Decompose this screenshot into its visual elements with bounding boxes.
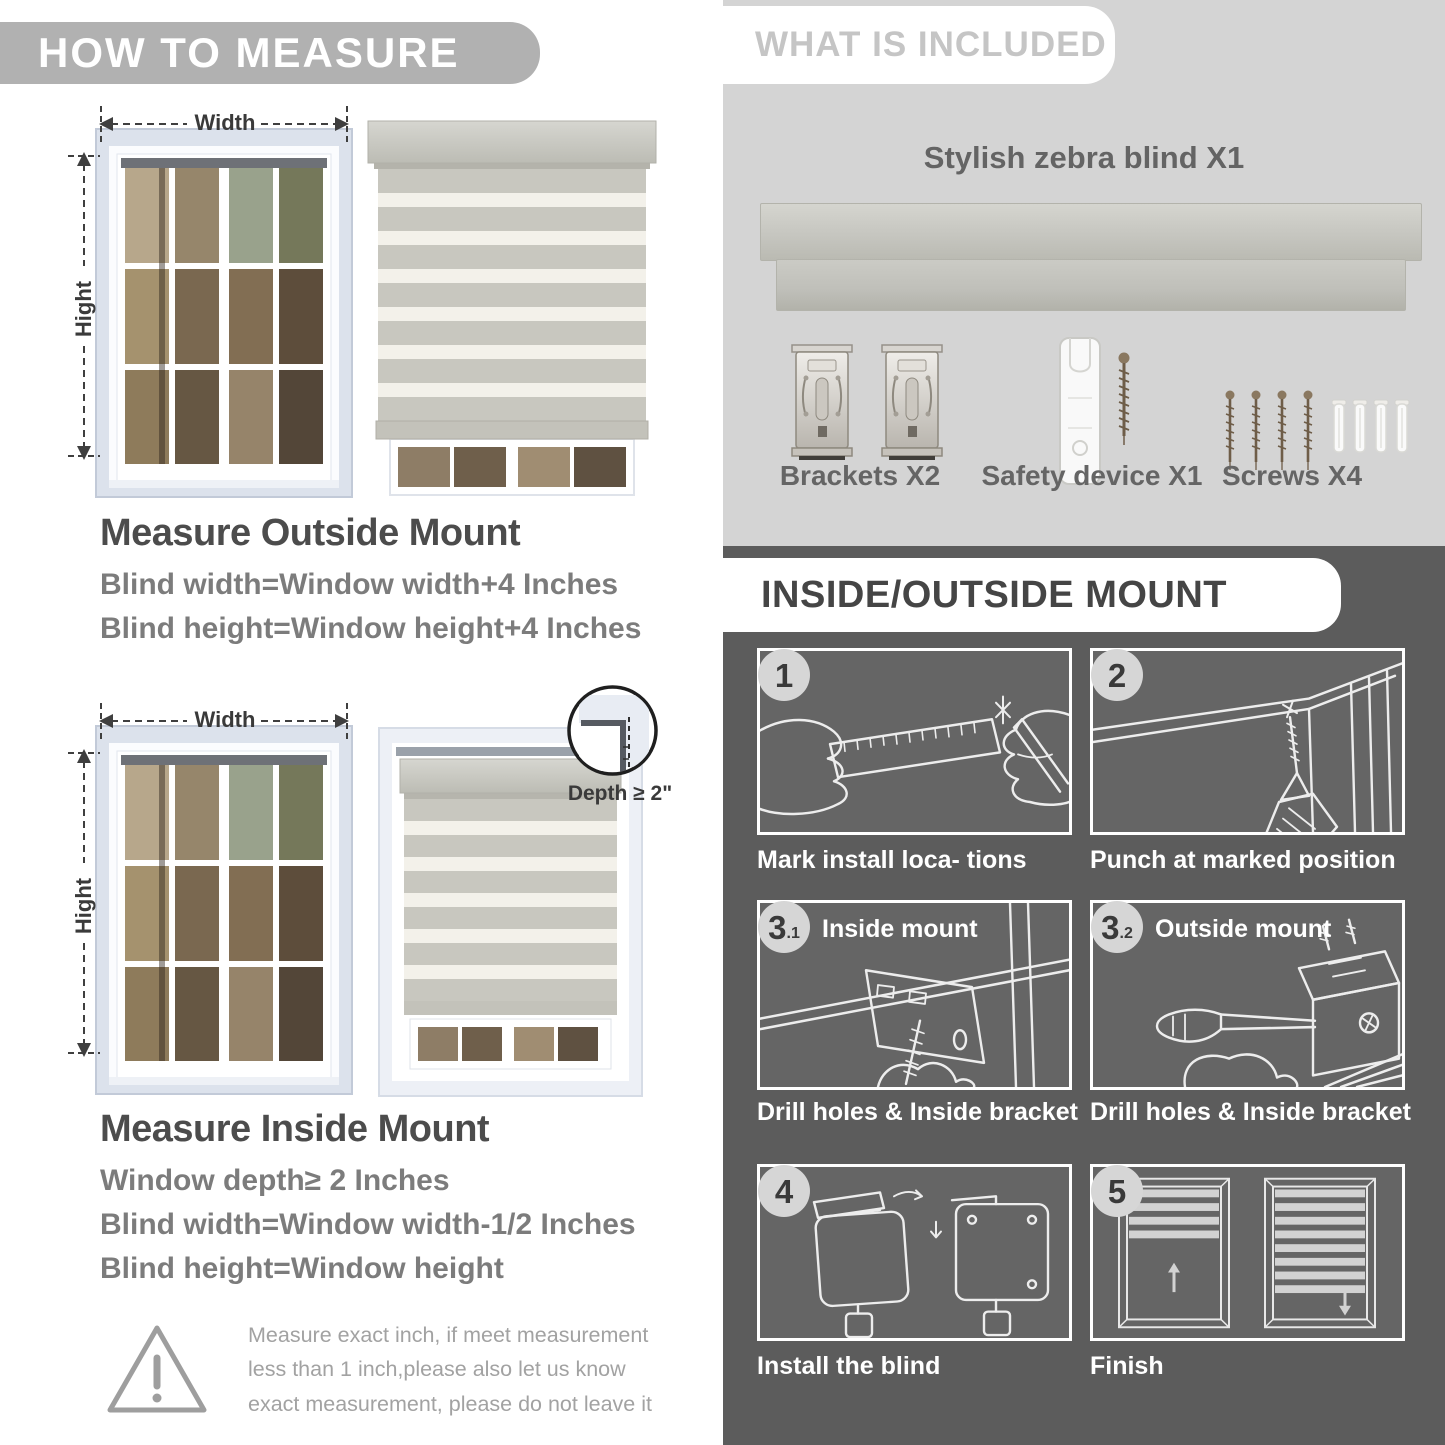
step-title: Outside mount <box>1155 915 1332 943</box>
mount-section <box>723 546 1445 1445</box>
step-panel-3-1 <box>757 900 1072 1090</box>
hight-label-outside: Hight <box>71 280 96 338</box>
window-photo-outside <box>95 128 353 498</box>
step-number: 5 <box>1107 1172 1127 1210</box>
step-panel-1 <box>757 648 1072 835</box>
warning-triangle-icon <box>105 1320 210 1420</box>
step-panel-3-2 <box>1090 900 1405 1090</box>
inside-formula-depth: Window depth≥ 2 Inches <box>100 1164 450 1197</box>
bracket-icon <box>879 342 945 460</box>
depth-detail-circle <box>565 683 660 778</box>
step-number-badge <box>1091 1165 1143 1217</box>
step-caption-3-2: Drill holes & Inside bracket <box>1090 1098 1411 1126</box>
step-number-badge <box>758 649 810 701</box>
outside-mount-heading: Measure Outside Mount <box>100 512 521 554</box>
step-panel-5 <box>1090 1164 1405 1341</box>
safety-device-label: Safety device X1 <box>981 460 1203 491</box>
step-title: Inside mount <box>822 915 978 943</box>
step-panel-2 <box>1090 648 1405 835</box>
brackets-label: Brackets X2 <box>779 460 941 491</box>
step-caption-5: Finish <box>1090 1352 1164 1380</box>
inside-formula-width: Blind width=Window width-1/2 Inches <box>100 1208 636 1241</box>
step-number: 4 <box>774 1172 794 1210</box>
step-number-sub: .2 <box>1119 925 1133 942</box>
step-caption-1: Mark install loca- tions <box>757 846 1027 874</box>
step-number: 3 <box>1101 908 1120 946</box>
step-caption-3-1: Drill holes & Inside bracket <box>757 1098 1078 1126</box>
mount-header: INSIDE/OUTSIDE MOUNT <box>723 558 1341 632</box>
outside-formula-height: Blind height=Window height+4 Inches <box>100 612 642 645</box>
screws-label: Screws X4 <box>1221 460 1363 491</box>
depth-label: Depth ≥ 2" <box>567 782 673 805</box>
screw-icon <box>1116 352 1132 447</box>
wall-anchors-icon <box>1332 398 1412 464</box>
width-label-inside: Width <box>194 707 256 732</box>
hight-label-inside: Hight <box>71 877 96 935</box>
inside-formula-height: Blind height=Window height <box>100 1252 504 1285</box>
blind-roll-graphic <box>776 259 1406 311</box>
step-number: 3 <box>768 908 787 946</box>
outside-formula-width: Blind width=Window width+4 Inches <box>100 568 619 601</box>
how-to-measure-header: HOW TO MEASURE <box>0 22 540 84</box>
step-number-badge <box>1091 649 1143 701</box>
what-is-included-section <box>723 0 1445 546</box>
step-number-sub: .1 <box>786 925 800 942</box>
step-number-badge <box>758 901 810 953</box>
step-caption-4: Install the blind <box>757 1352 941 1380</box>
inside-mount-heading: Measure Inside Mount <box>100 1108 490 1150</box>
step-number-badge <box>1091 901 1143 953</box>
step-number: 2 <box>1107 656 1127 694</box>
window-photo-inside <box>95 725 353 1095</box>
zebra-blind-outside-illustration <box>362 115 662 500</box>
step-number-badge <box>758 1165 810 1217</box>
what-is-included-header: WHAT IS INCLUDED <box>723 6 1115 84</box>
step-number: 1 <box>774 656 794 694</box>
product-title: Stylish zebra blind X1 <box>923 140 1245 175</box>
width-label-outside: Width <box>194 110 256 135</box>
step-caption-2: Punch at marked position <box>1090 846 1396 874</box>
step-panel-4 <box>757 1164 1072 1341</box>
warning-text: Measure exact inch, if meet measurement less than 1 inch,please also let us know exact measurement, please do not leave it <box>248 1323 652 1416</box>
bracket-icon <box>789 342 855 460</box>
blind-headrail-graphic <box>760 203 1422 261</box>
